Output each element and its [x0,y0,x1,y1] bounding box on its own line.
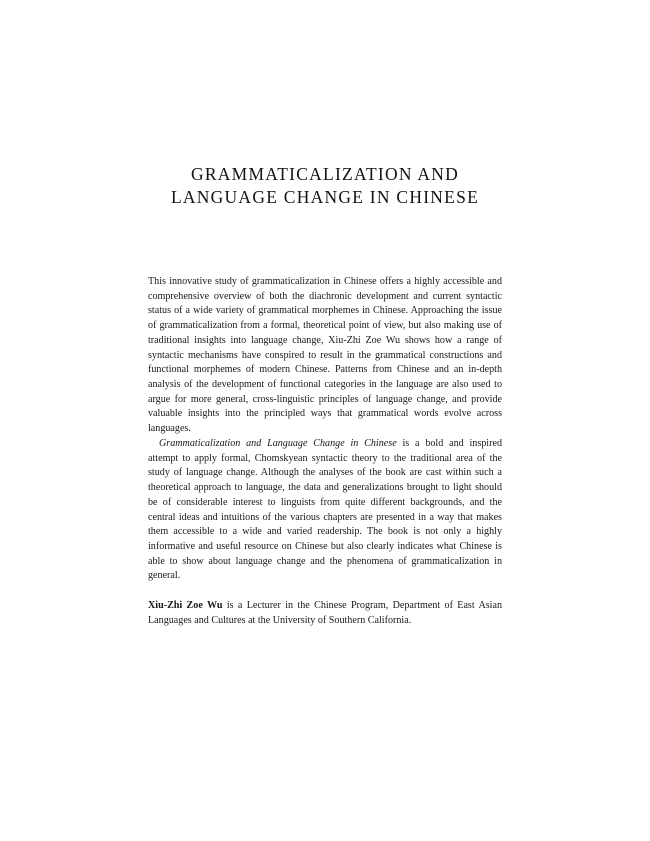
author-bio [148,599,502,628]
author-name: Xiu-Zhi Zoe Wu [148,599,223,611]
page-title-line-2: LANGUAGE CHANGE IN CHINESE [170,187,480,207]
blurb-paragraph-1: This innovative study of grammaticalization in Chinese offers a highly accessible and comprehensive overview of both the diachronic development and current syntactic status of a wide variety of grammatical morphemes in Chinese. Approaching the issue of grammaticalization from a formal, theoretical point of view, but also making use of traditional insights into language change, Xiu-Zhi Zoe Wu shows how a range of syntactic mechanisms have conspired to result in the grammatical constructions and functional morphemes of modern Chinese. Patterns from Chinese and an in-depth analysis of the development of functional categories in the language are also used to argue for more general, cross-linguistic principles of language change, and provide valuable insights into the principled ways that grammatical words evolve across languages. [148,276,502,435]
author-bio-text: is a Lecturer in the Chinese Program, Department of East Asian Languages and Cultures at the University of Southern California. [148,599,502,626]
blurb-paragraph-2-text: is a bold and inspired attempt to apply formal, Chomskyean syntactic theory to the traditional area of the study of language change. Although the analyses of the book are cast within such a theoretical approach to language, the data and generalizations brought to light should be of considerable interest to linguists from quite different backgrounds, and the central ideas and intuitions of the various chapters are presented in a way that makes them accessible to a wide and varied readership. The book is not only a highly informative and useful resource on Chinese but also clearly indicates what Chinese is able to show about language change and the phenomena of grammaticalization in general. [148,437,502,582]
page-title-line-1: GRAMMATICALIZATION AND [190,164,460,184]
book-title-italic: Grammaticalization and Language Change in Chinese [159,437,397,449]
blurb-body [148,275,502,628]
blurb-paragraph-2 [148,437,502,584]
page-title [148,163,502,209]
